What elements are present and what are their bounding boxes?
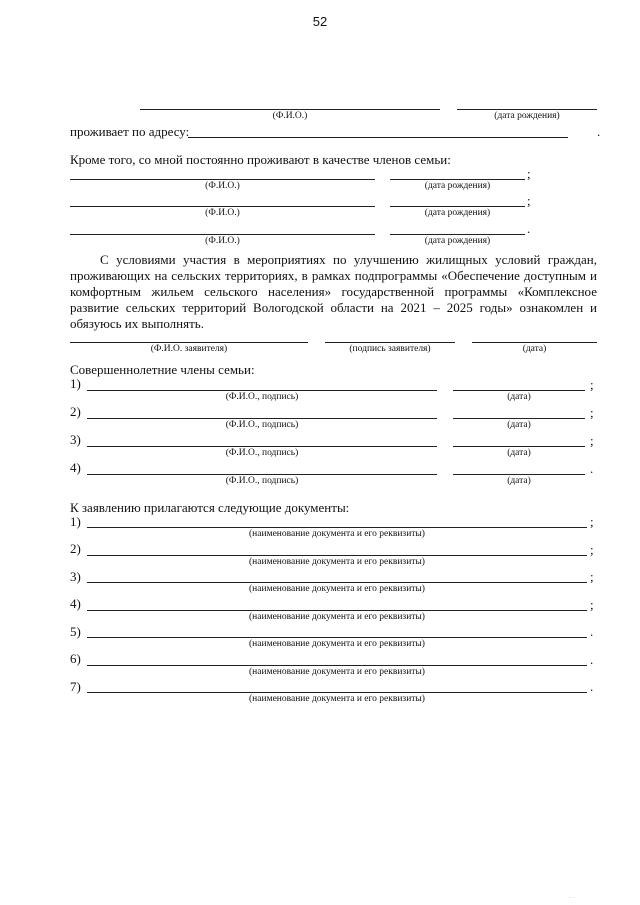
adult-fio-line-3	[87, 446, 437, 447]
address-end-mark: .	[597, 124, 601, 139]
adult-caption-3: (Ф.И.О., подпись)	[225, 448, 299, 458]
document-num-1: 1)	[70, 514, 81, 529]
family-birth-line-2	[390, 206, 525, 207]
adult-end-2: ;	[590, 405, 594, 420]
document-caption-3: (наименование документа и его реквизиты)	[249, 584, 425, 594]
applicant-date-caption: (дата)	[522, 344, 547, 354]
adult-fio-line-1	[87, 390, 437, 391]
document-num-6: 6)	[70, 651, 81, 666]
document-caption-4: (наименование документа и его реквизиты)	[249, 612, 425, 622]
document-end-1: ;	[590, 514, 594, 529]
adult-caption-2: (Ф.И.О., подпись)	[225, 420, 299, 430]
family-birth-caption-2: (дата рождения)	[424, 208, 491, 218]
document-line-1	[87, 527, 587, 528]
page-number: 52	[312, 14, 328, 29]
family-birth-line-3	[390, 234, 525, 235]
document-line-4	[87, 610, 587, 611]
adult-num-3: 3)	[70, 432, 81, 447]
document-end-6: .	[590, 652, 594, 667]
document-end-3: ;	[590, 569, 594, 584]
adult-date-caption-2: (дата)	[507, 420, 531, 430]
document-num-4: 4)	[70, 596, 81, 611]
family-end-2: ;	[527, 193, 531, 208]
adult-end-1: ;	[590, 377, 594, 392]
document-line-3	[87, 582, 587, 583]
family-birth-line-1	[390, 179, 525, 180]
document-caption-6: (наименование документа и его реквизиты)	[249, 667, 425, 677]
applicant-fio-caption: (Ф.И.О.)	[272, 111, 308, 121]
document-num-7: 7)	[70, 679, 81, 694]
adult-fio-line-4	[87, 474, 437, 475]
address-label: проживает по адресу:	[70, 124, 190, 139]
document-line-7	[87, 692, 587, 693]
adult-end-4: .	[590, 461, 594, 476]
applicant-signature-caption: (подпись заявителя)	[349, 344, 431, 354]
adult-end-3: ;	[590, 433, 594, 448]
agreement-paragraph: С условиями участия в мероприятиях по улучшению жилищных условий граждан, проживающих на сельских территориях, в рамках подпрограммы «Обеспечение доступным и комфортным жильем сельского населения» государственной программы «Комплексное развитие сельских территорий Вологодской области на 2021 – 2025 годы» ознакомлен и обязуюсь их выполнять.	[70, 252, 597, 331]
applicant-date-line	[472, 342, 597, 343]
family-birth-caption-3: (дата рождения)	[424, 236, 491, 246]
document-caption-5: (наименование документа и его реквизиты)	[249, 639, 425, 649]
family-end-1: ;	[527, 166, 531, 181]
document-caption-1: (наименование документа и его реквизиты)	[249, 529, 425, 539]
documents-heading: К заявлению прилагаются следующие документы:	[70, 500, 350, 515]
adult-date-caption-3: (дата)	[507, 448, 531, 458]
family-fio-line-3	[70, 234, 375, 235]
adult-num-2: 2)	[70, 404, 81, 419]
document-caption-2: (наименование документа и его реквизиты)	[249, 557, 425, 567]
adult-caption-4: (Ф.И.О., подпись)	[225, 476, 299, 486]
document-line-5	[87, 637, 587, 638]
family-fio-line-1	[70, 179, 375, 180]
applicant-signature-fio-caption: (Ф.И.О. заявителя)	[150, 344, 228, 354]
document-num-2: 2)	[70, 541, 81, 556]
document-end-4: ;	[590, 597, 594, 612]
document-line-6	[87, 665, 587, 666]
applicant-birth-caption: (дата рождения)	[494, 111, 560, 121]
family-intro: Кроме того, со мной постоянно проживают в качестве членов семьи:	[70, 152, 451, 167]
adult-num-4: 4)	[70, 460, 81, 475]
adult-date-line-4	[453, 474, 585, 475]
document-end-2: ;	[590, 542, 594, 557]
family-fio-caption-2: (Ф.И.О.)	[205, 208, 240, 218]
applicant-fio-line	[140, 109, 440, 110]
adult-date-caption-4: (дата)	[507, 476, 531, 486]
family-end-3: .	[527, 221, 531, 236]
document-end-7: .	[590, 679, 594, 694]
adult-date-caption-1: (дата)	[507, 392, 531, 402]
family-birth-caption-1: (дата рождения)	[424, 181, 491, 191]
adult-date-line-3	[453, 446, 585, 447]
address-line	[188, 137, 568, 138]
adult-num-1: 1)	[70, 376, 81, 391]
document-caption-7: (наименование документа и его реквизиты)	[249, 694, 425, 704]
adult-date-line-2	[453, 418, 585, 419]
adult-caption-1: (Ф.И.О., подпись)	[225, 392, 299, 402]
applicant-birth-line	[457, 109, 597, 110]
family-fio-caption-1: (Ф.И.О.)	[205, 181, 240, 191]
document-num-3: 3)	[70, 569, 81, 584]
document-num-5: 5)	[70, 624, 81, 639]
adult-fio-line-2	[87, 418, 437, 419]
scan-artifact: ·· ·	[568, 895, 575, 901]
family-fio-line-2	[70, 206, 375, 207]
applicant-signature-fio-line	[70, 342, 308, 343]
adult-members-heading: Совершеннолетние члены семьи:	[70, 362, 255, 377]
adult-date-line-1	[453, 390, 585, 391]
document-end-5: .	[590, 624, 594, 639]
applicant-signature-line	[325, 342, 455, 343]
family-fio-caption-3: (Ф.И.О.)	[205, 236, 240, 246]
document-line-2	[87, 555, 587, 556]
